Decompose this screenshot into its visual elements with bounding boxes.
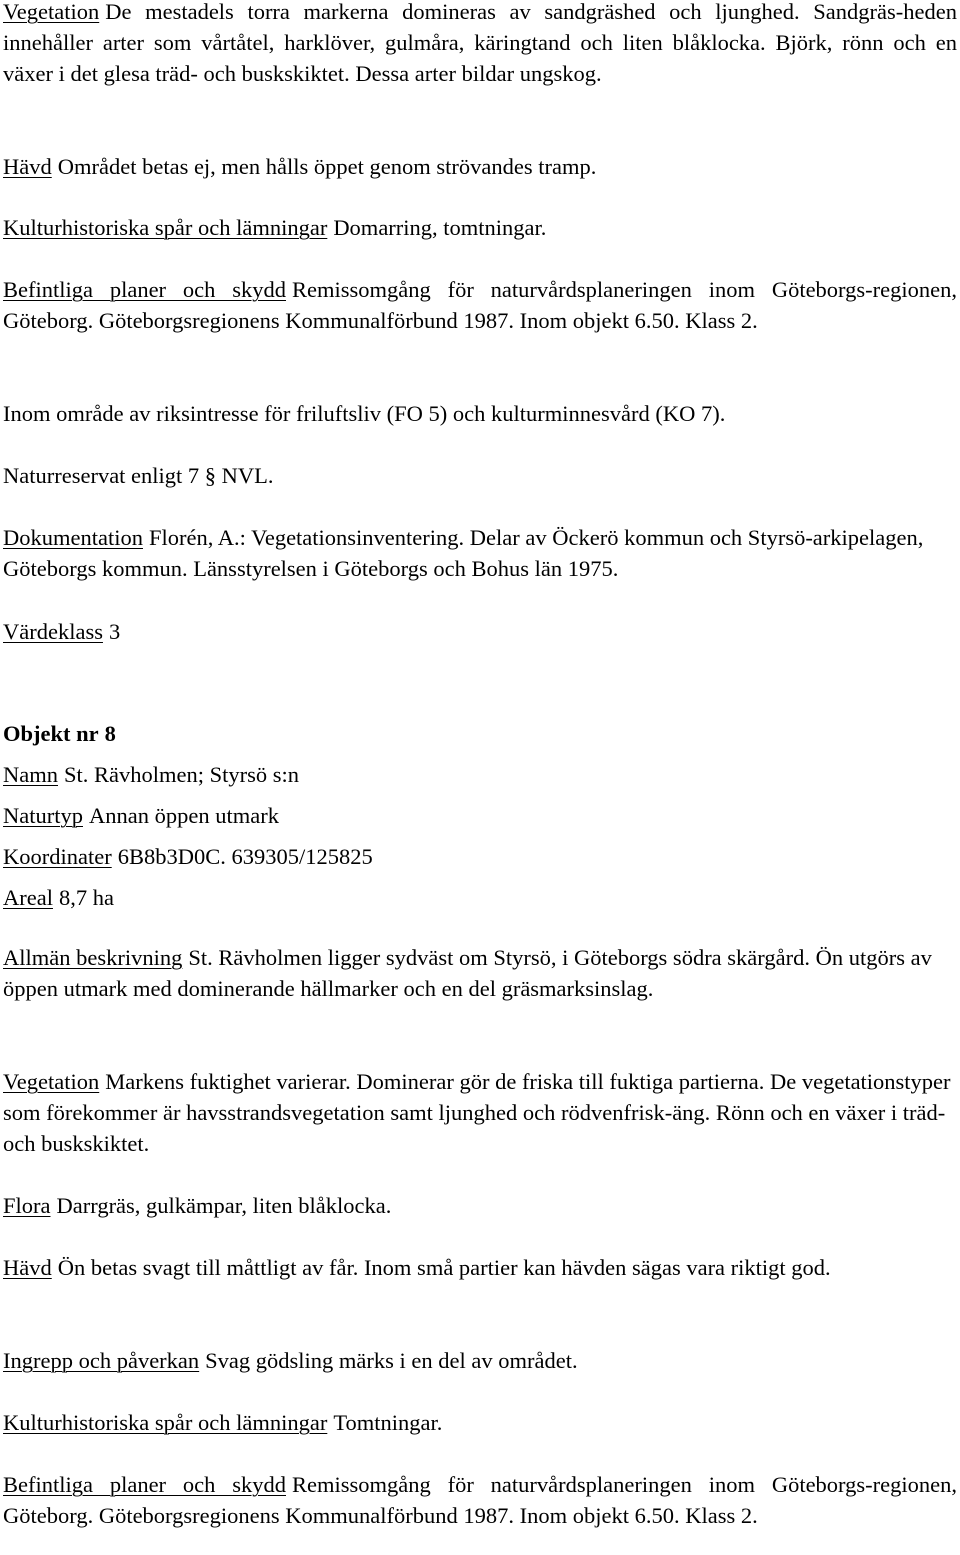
havd-text: Området betas ej, men hålls öppet genom strövandes tramp. [57, 154, 597, 179]
vardeklass-label: Värdeklass [3, 619, 103, 644]
object-vegetation-label: Vegetation [3, 1069, 100, 1094]
object-number: 8 [104, 721, 116, 746]
namn-row [3, 759, 957, 790]
areal-row [3, 882, 957, 913]
vegetation-label: Vegetation [3, 0, 100, 24]
object-planer-paragraph [3, 1469, 957, 1531]
beskrivning-text: St. Rävholmen ligger sydväst om Styrsö, i Göteborgs södra skärgård. Ön utgörs av öppen utmark med dominerande hällmarker och en del gräsmarksinslag. [3, 945, 932, 1001]
object-havd-paragraph [3, 1252, 957, 1283]
planer-text: Remissomgång för naturvårdsplaneringen inom Göteborgs-regionen, Göteborg. Göteborgsregionens Kommunalförbund 1987. Inom objekt 6.50. Klass 2. [3, 277, 957, 333]
beskrivning-paragraph [3, 942, 957, 1004]
object-heading-label: Objekt nr [3, 721, 99, 746]
areal-label: Areal [3, 885, 53, 910]
object-vegetation-text: Markens fuktighet varierar. Dominerar gör de friska till fuktiga partierna. De vegetationstyper som förekommer är havsstrandsvegetation samt ljunghed och rödvenfrisk-äng. Rönn och en växer i träd- och buskskiktet. [3, 1069, 951, 1156]
flora-paragraph [3, 1190, 957, 1221]
naturtyp-label: Naturtyp [3, 803, 83, 828]
flora-text: Darrgräs, gulkämpar, liten blåklocka. [56, 1193, 392, 1218]
flora-label: Flora [3, 1193, 51, 1218]
ingrepp-text: Svag gödsling märks i en del av området. [205, 1348, 578, 1373]
ingrepp-label: Ingrepp och påverkan [3, 1348, 200, 1373]
object-kultur-text: Tomtningar. [333, 1410, 443, 1435]
kultur-paragraph [3, 212, 957, 243]
vegetation-paragraph [3, 0, 957, 89]
namn-label: Namn [3, 762, 58, 787]
namn-value: St. Rävholmen; Styrsö s:n [64, 762, 300, 787]
object-kultur-paragraph [3, 1407, 957, 1438]
beskrivning-label: Allmän beskrivning [3, 945, 183, 970]
havd-label: Hävd [3, 154, 52, 179]
vardeklass-value: 3 [108, 619, 121, 644]
dokumentation-paragraph [3, 522, 957, 584]
object-kultur-label: Kulturhistoriska spår och lämningar [3, 1410, 328, 1435]
vardeklass-paragraph [3, 616, 957, 647]
planer-paragraph [3, 274, 957, 336]
naturreservat-paragraph: Naturreservat enligt 7 § NVL. [3, 463, 274, 488]
havd-paragraph [3, 151, 957, 182]
naturtyp-row [3, 800, 957, 831]
dokumentation-text: Florén, A.: Vegetationsinventering. Delar av Öckerö kommun och Styrsö-arkipelagen, Göteborgs kommun. Länsstyrelsen i Göteborgs och Bohus län 1975. [3, 525, 924, 581]
koordinater-label: Koordinater [3, 844, 112, 869]
object-havd-text: Ön betas svagt till måttligt av får. Inom små partier kan hävden sägas vara riktigt god. [57, 1255, 831, 1280]
naturtyp-value: Annan öppen utmark [88, 803, 279, 828]
koordinater-row [3, 841, 957, 872]
areal-value: 8,7 ha [58, 885, 114, 910]
ingrepp-paragraph [3, 1345, 957, 1376]
vegetation-text: De mestadels torra markerna domineras av sandgräshed och ljunghed. Sandgräs-heden innehåller arter som vårtåtel, harklöver, gulmåra, käringtand och liten blåklocka. Björk, rönn och en växer i det glesa träd- och buskskiktet. Dessa arter bildar ungskog. [3, 0, 957, 86]
kultur-label: Kulturhistoriska spår och lämningar [3, 215, 328, 240]
riksintresse-paragraph: Inom område av riksintresse för friluftsliv (FO 5) och kulturminnesvård (KO 7). [3, 401, 726, 426]
object-vegetation-paragraph [3, 1066, 957, 1159]
object-havd-label: Hävd [3, 1255, 52, 1280]
kultur-text: Domarring, tomtningar. [333, 215, 547, 240]
object-planer-label: Befintliga planer och skydd [3, 1472, 286, 1497]
dokumentation-label: Dokumentation [3, 525, 143, 550]
object-planer-text: Remissomgång för naturvårdsplaneringen inom Göteborgs-regionen, Göteborg. Göteborgsregionens Kommunalförbund 1987. Inom objekt 6.50. Klass 2. [3, 1472, 957, 1528]
planer-label: Befintliga planer och skydd [3, 277, 286, 302]
koordinater-value: 6B8b3D0C. 639305/125825 [117, 844, 373, 869]
object-heading [3, 718, 957, 749]
